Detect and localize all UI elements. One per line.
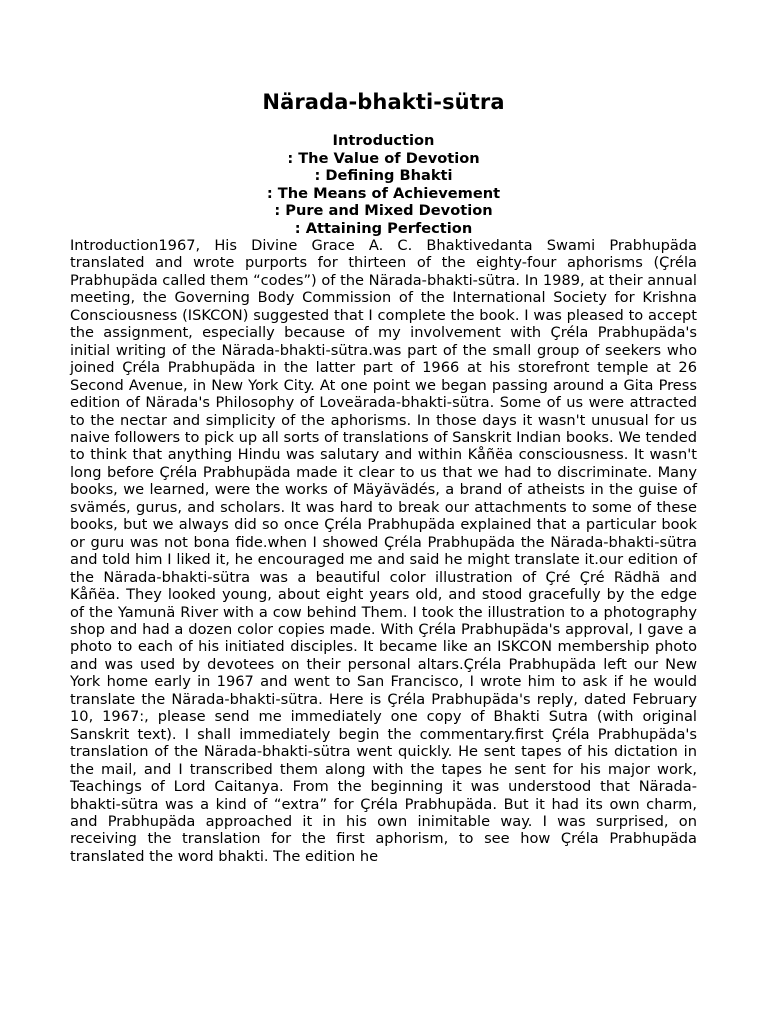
document-title: Närada-bhakti-sütra bbox=[262, 90, 505, 114]
document-page bbox=[70, 88, 697, 865]
toc-entry-pure-and-mixed-devotion: : Pure and Mixed Devotion bbox=[274, 202, 493, 219]
toc-entry-defining-bhakti: : Defining Bhakti bbox=[314, 167, 453, 184]
toc-entry-attaining-perfection: : Attaining Perfection bbox=[294, 219, 473, 237]
table-of-contents bbox=[70, 132, 697, 237]
toc-entry-introduction: Introduction bbox=[332, 132, 435, 149]
toc-entry-value-of-devotion: : The Value of Devotion bbox=[287, 149, 480, 167]
toc-entry-means-of-achievement: : The Means of Achievement bbox=[266, 184, 501, 202]
body-paragraph: Introduction1967, His Divine Grace A. C. Bhaktivedanta Swami Prabhupäda translated and wrote purports for thirteen of the eighty-four aphorisms (Çréla Prabhupäda called them “codes”) of the Närada-bhakti-sütra. In 1989, at their annual meeting, the Governing Body Commission of the International Society for Krishna Consciousness (ISKCON) suggested that I complete the book. I was pleased to accept the assignment, especially because of my involvement with Çréla Prabhupäda's initial writing of the Närada-bhakti-sütra.was part of the small group of seekers who joined Çréla Prabhupäda in the latter part of 1966 at his storefront temple at 26 Second Avenue, in New York City. At one point we began passing around a Gita Press edition of Närada's Philosophy of Loveärada-bhakti-sütra. Some of us were attracted to the nectar and simplicity of the aphorisms. In those days it wasn't unusual for us naive followers to pick up all sorts of translations of Sanskrit Indian books. We tended to think that anything Hindu was salutary and within Kåñëa consciousness. It wasn't long before Çréla Prabhupäda made it clear to us that we had to discriminate. Many books, we learned, were the works of Mäyävädés, a brand of atheists in the guise of svämés, gurus, and scholars. It was hard to break our attachments to some of these books, but we always did so once Çréla Prabhupäda explained that a particular book or guru was not bona fide.when I showed Çréla Prabhupäda the Närada-bhakti-sütra and told him I liked it, he encouraged me and said he might translate it.our edition of the Närada-bhakti-sütra was a beautiful color illustration of Çré Çré Rädhä and Kåñëa. They looked young, about eight years old, and stood gracefully by the edge of the Yamunä River with a cow behind Them. I took the illustration to a photography shop and had a dozen color copies made. With Çréla Prabhupäda's approval, I gave a photo to each of his initiated disciples. It became like an ISKCON membership photo and was used by devotees on their personal altars.Çréla Prabhupäda left our New York home early in 1967 and went to San Francisco, I wrote him to ask if he would translate the Närada-bhakti-sütra. Here is Çréla Prabhupäda's reply, dated February 10, 1967:, please send me immediately one copy of Bhakti Sutra (with original Sanskrit text). I shall immediately begin the commentary.first Çréla Prabhupäda's translation of the Närada-bhakti-sütra went quickly. He sent tapes of his dictation in the mail, and I transcribed them along with the tapes he sent for his major work, Teachings of Lord Caitanya. From the beginning it was understood that Närada-bhakti-sütra was a kind of “extra” for Çréla Prabhupäda. But it had its own charm, and Prabhupäda approached it in his own inimitable way. I was surprised, on receiving the translation for the first aphorism, to see how Çréla Prabhupäda translated the word bhakti. The edition he bbox=[70, 237, 697, 865]
